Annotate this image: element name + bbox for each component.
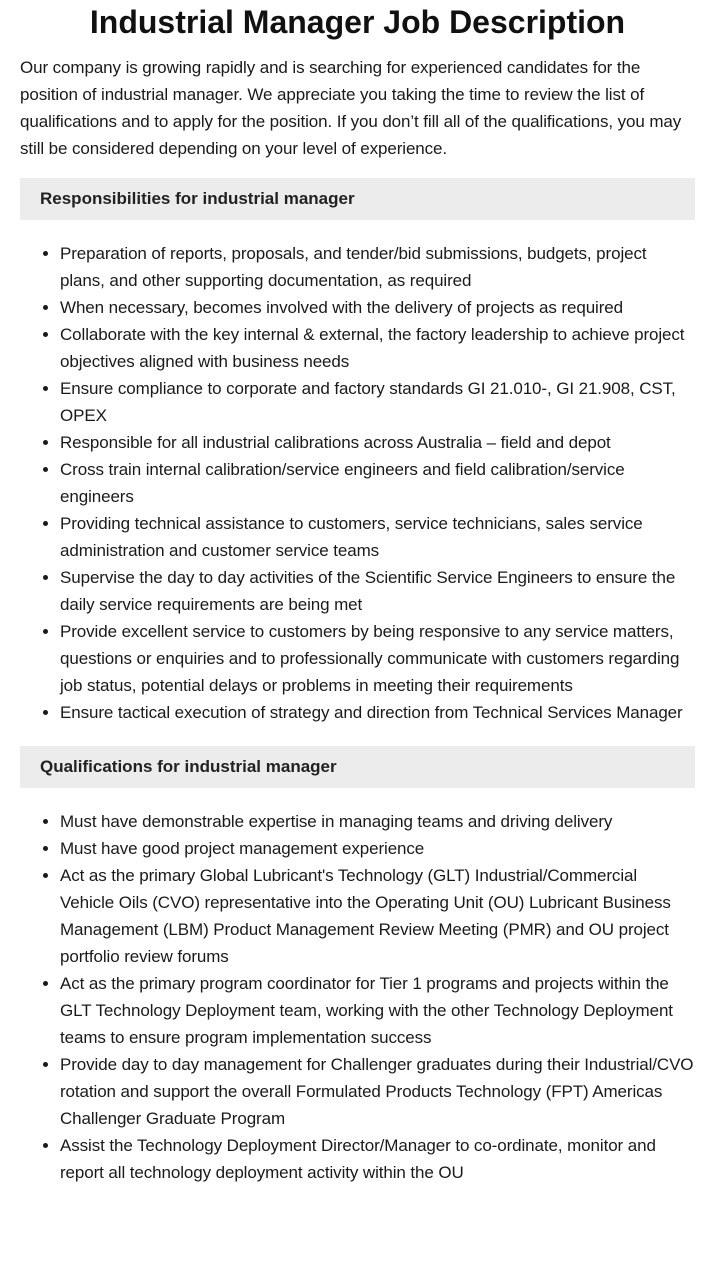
- list-item: • Must have good project management experience: [60, 835, 695, 862]
- responsibilities-list: [20, 240, 695, 726]
- intro-paragraph: Our company is growing rapidly and is searching for experienced candidates for the position of industrial manager. We appreciate you taking the time to review the list of qualifications and to apply for the position. If you don’t fill all of the qualifications, you may still be considered depending on your level of experience.: [20, 58, 682, 158]
- list-item: • Provide day to day management for Challenger graduates during their Industrial/CVO rotation and support the overall Formulated Products Technology (FPT) Americas Challenger Graduate Program: [60, 1051, 695, 1132]
- list-item: • Preparation of reports, proposals, and tender/bid submissions, budgets, project plans, and other supporting documentation, as required: [60, 240, 695, 294]
- list-item: • Collaborate with the key internal & external, the factory leadership to achieve project objectives aligned with business needs: [60, 321, 695, 375]
- section-heading-qualifications: Qualifications for industrial manager: [20, 746, 695, 788]
- list-item: • When necessary, becomes involved with the delivery of projects as required: [60, 294, 695, 321]
- list-item: • Must have demonstrable expertise in managing teams and driving delivery: [60, 808, 695, 835]
- list-item: • Act as the primary Global Lubricant's Technology (GLT) Industrial/Commercial Vehicle Oils (CVO) representative into the Operating Unit (OU) Lubricant Business Management (LBM) Product Management Review Meeting (PMR) and OU project portfolio review forums: [60, 862, 695, 970]
- list-item: • Ensure tactical execution of strategy and direction from Technical Services Manager: [60, 699, 695, 726]
- qualifications-list: [20, 808, 695, 1186]
- list-item: • Ensure compliance to corporate and factory standards GI 21.010-, GI 21.908, CST, OPEX: [60, 375, 695, 429]
- list-item: • Cross train internal calibration/service engineers and field calibration/service engineers: [60, 456, 695, 510]
- list-item: • Provide excellent service to customers by being responsive to any service matters, questions or enquiries and to professionally communicate with customers regarding job status, potential delays or problems in meeting their requirements: [60, 618, 695, 699]
- section-heading-responsibilities: Responsibilities for industrial manager: [20, 178, 695, 220]
- list-item: • Supervise the day to day activities of the Scientific Service Engineers to ensure the daily service requirements are being met: [60, 564, 695, 618]
- list-item: • Act as the primary program coordinator for Tier 1 programs and projects within the GLT Technology Deployment team, working with the other Technology Deployment teams to ensure program implementation success: [60, 970, 695, 1051]
- list-item: • Providing technical assistance to customers, service technicians, sales service administration and customer service teams: [60, 510, 695, 564]
- list-item: • Responsible for all industrial calibrations across Australia – field and depot: [60, 429, 695, 456]
- page-title: Industrial Manager Job Description: [89, 4, 626, 40]
- list-item: • Assist the Technology Deployment Director/Manager to co-ordinate, monitor and report all technology deployment activity within the OU: [60, 1132, 695, 1186]
